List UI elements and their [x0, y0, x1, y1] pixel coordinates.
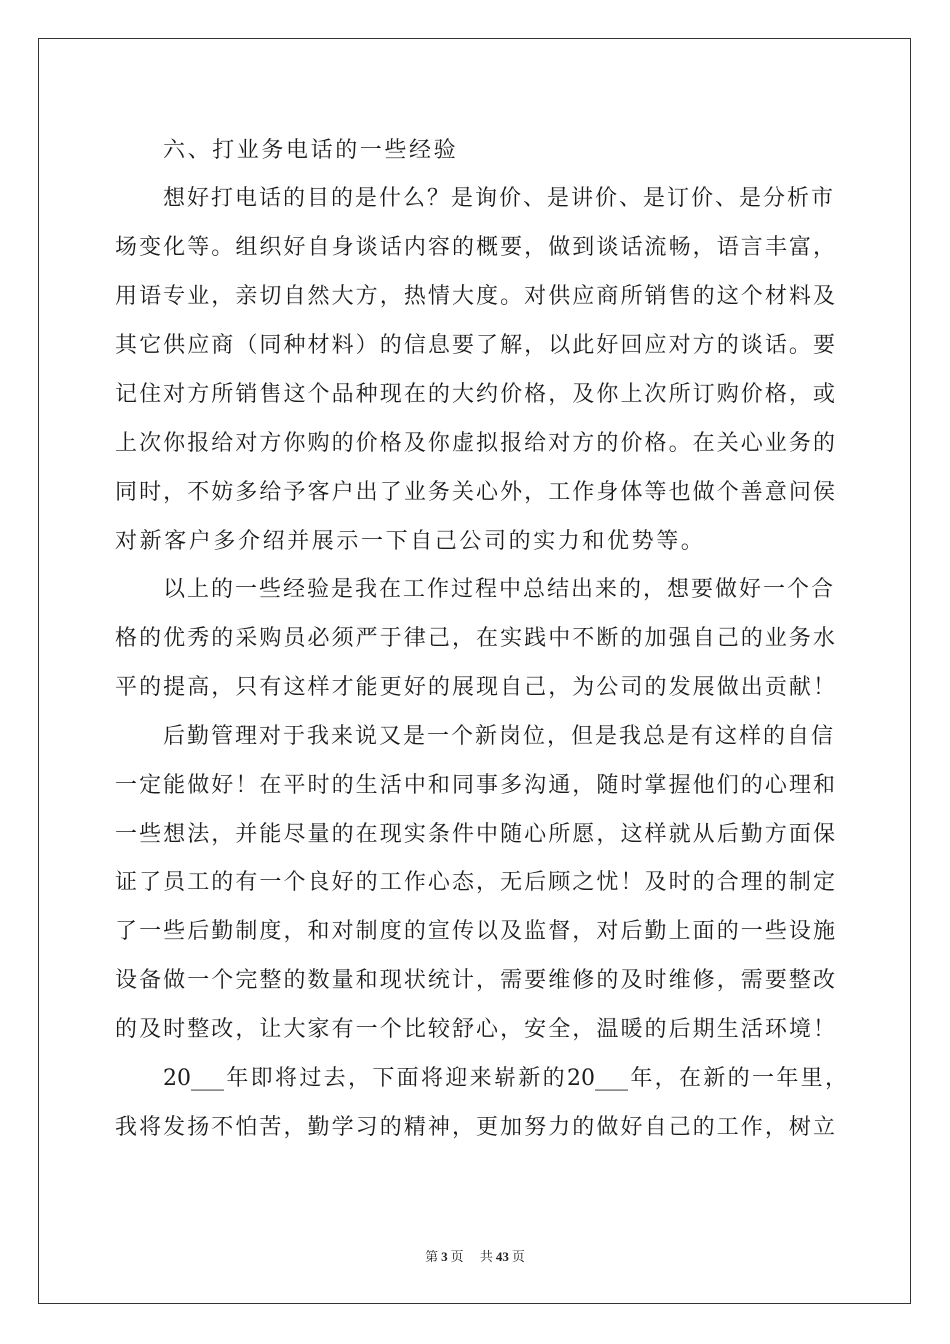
page-footer	[0, 1246, 950, 1265]
text-line: 的及时整改，让大家有一个比较舒心，安全，温暖的后期生活环境！	[115, 1017, 835, 1042]
text-line: 上次你报给对方你购的价格及你虚拟报给对方的价格。在关心业务的	[115, 431, 835, 456]
text-line: 以上的一些经验是我在工作过程中总结出来的，想要做好一个合	[163, 577, 833, 602]
total-suffix: 页	[511, 1250, 525, 1265]
text-line: 了一些后勤制度，和对制度的宣传以及监督，对后勤上面的一些设施	[115, 919, 835, 944]
text-line: 后勤管理对于我来说又是一个新岗位，但是我总是有这样的自信	[163, 724, 833, 749]
page-prefix: 第	[425, 1250, 439, 1265]
text-line: 记住对方所销售这个品种现在的大约价格，及你上次所订购价格，或	[115, 382, 835, 407]
section-heading: 六、打业务电话的一些经验	[163, 138, 459, 163]
page-suffix: 页	[450, 1250, 464, 1265]
text-line: 用语专业，亲切自然大方，热情大度。对供应商所销售的这个材料及	[115, 284, 835, 309]
text-line: 平的提高，只有这样才能更好的展现自己，为公司的发展做出贡献！	[115, 675, 835, 700]
text-line: 同时，不妨多给予客户出了业务关心外，工作身体等也做个善意问侯	[115, 480, 835, 505]
text-line: 一定能做好！在平时的生活中和同事多沟通，随时掌握他们的心理和	[115, 773, 835, 798]
total-indicator	[477, 1250, 528, 1265]
text-line: 想好打电话的目的是什么？是询价、是讲价、是订价、是分析市	[163, 186, 833, 211]
text-line: 对新客户多介绍并展示一下自己公司的实力和优势等。	[115, 529, 706, 554]
text-line: 其它供应商（同种材料）的信息要了解，以此好回应对方的谈话。要	[115, 333, 835, 358]
text-line: 20___年即将过去，下面将迎来崭新的20___年，在新的一年里，	[163, 1066, 847, 1091]
text-line: 场变化等。组织好自身谈话内容的概要，做到谈话流畅，语言丰富，	[115, 235, 835, 260]
text-line: 我将发扬不怕苦，勤学习的精神，更加努力的做好自己的工作，树立	[115, 1115, 835, 1140]
total-prefix: 共	[479, 1250, 493, 1265]
page-number: 3	[441, 1249, 448, 1264]
page-indicator	[422, 1250, 467, 1265]
text-line: 证了员工的有一个良好的工作心态，无后顾之忧！及时的合理的制定	[115, 870, 835, 895]
text-line: 一些想法，并能尽量的在现实条件中随心所愿，这样就从后勤方面保	[115, 822, 835, 847]
total-pages: 43	[495, 1249, 509, 1264]
text-line: 格的优秀的采购员必须严于律己，在实践中不断的加强自己的业务水	[115, 626, 835, 651]
text-line: 设备做一个完整的数量和现状统计，需要维修的及时维修，需要整改	[115, 968, 835, 993]
